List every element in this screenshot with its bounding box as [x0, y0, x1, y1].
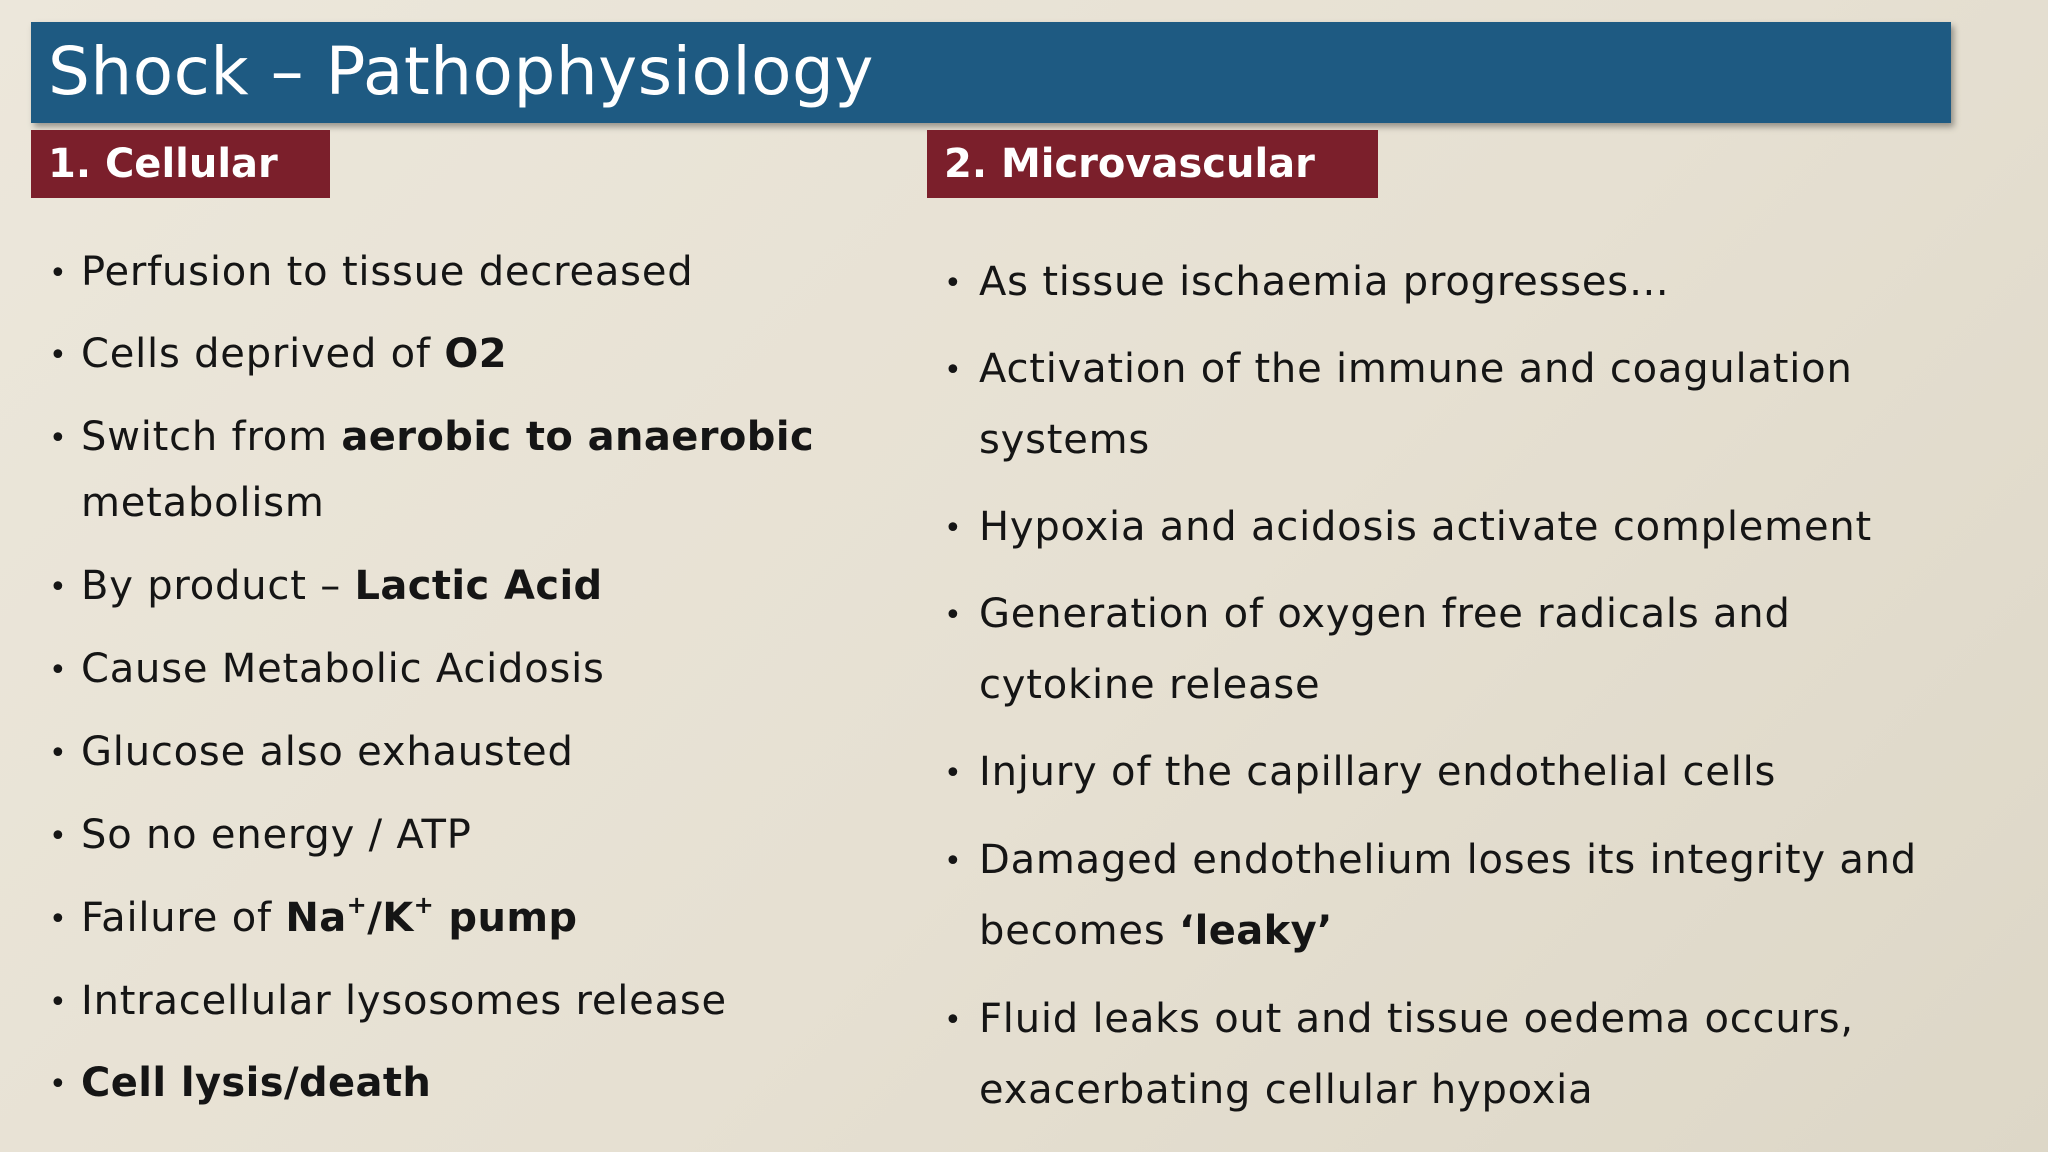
bullet-text [979, 836, 1917, 955]
bullet-icon: • [49, 819, 67, 854]
bold-text: Lactic Acid [354, 563, 603, 609]
bullet-text [979, 258, 1670, 306]
text-run: Injury of the capillary endothelial cells [979, 749, 1777, 795]
bullet-text [81, 728, 574, 776]
superscript-text: + [413, 891, 435, 919]
bold-text: O2 [444, 331, 507, 377]
bullet-text [81, 811, 472, 859]
bullet-icon: • [49, 985, 67, 1020]
bullet-text-continuation: metabolism [81, 480, 325, 526]
text-run: Glucose also exhausted [81, 729, 574, 775]
bullet-icon: • [49, 421, 67, 456]
bold-text: ‘leaky’ [1179, 908, 1333, 954]
bullet-icon: • [944, 353, 962, 388]
bullet-text [81, 645, 605, 693]
bold-text: Cell lysis/death [81, 1060, 432, 1106]
bullet-icon: • [944, 511, 962, 546]
bold-text [347, 891, 368, 919]
text-run: Switch from [81, 414, 342, 460]
bold-text: Na [285, 895, 347, 941]
bullet-icon: • [49, 256, 67, 291]
superscript-text: + [346, 891, 368, 919]
bullet-text [979, 503, 1872, 551]
bullet-text-continuation: cytokine release [979, 662, 1321, 708]
bullet-text [81, 977, 727, 1025]
bullet-text [979, 345, 1853, 464]
bullet-icon: • [49, 1067, 67, 1102]
text-run: Intracellular lysosomes release [81, 978, 727, 1024]
bullet-text [81, 562, 603, 610]
title-bar [31, 22, 1951, 123]
bold-text: pump [434, 895, 578, 941]
bullet-icon: • [944, 1003, 962, 1038]
bullet-text [979, 995, 1854, 1114]
bullet-icon: • [944, 844, 962, 879]
bullet-text-continuation [979, 907, 1917, 955]
bullet-icon: • [944, 598, 962, 633]
bullet-icon: • [49, 902, 67, 937]
bullet-icon: • [944, 266, 962, 301]
text-run: Cause Metabolic Acidosis [81, 646, 605, 692]
text-run: Perfusion to tissue decreased [81, 249, 694, 295]
text-run: Fluid leaks out and tissue oedema occurs, [979, 996, 1854, 1042]
bullet-text-continuation: systems [979, 417, 1151, 463]
bullet-text [81, 1059, 431, 1107]
bold-text: aerobic to anaerobic [341, 414, 815, 460]
bullet-text [979, 748, 1776, 796]
bullet-text-continuation: exacerbating cellular hypoxia [979, 1067, 1594, 1113]
text-run: becomes [979, 908, 1179, 954]
bold-text [414, 891, 435, 919]
bullet-icon: • [944, 756, 962, 791]
text-run: Activation of the immune and coagulation [979, 346, 1853, 392]
section-header-microvascular: 2. Microvascular [927, 130, 1378, 198]
bullet-text [979, 590, 1791, 709]
section-header-cellular: 1. Cellular [31, 130, 330, 198]
slide-title: Shock – Pathophysiology [48, 33, 874, 110]
bullet-icon: • [49, 338, 67, 373]
text-run: As tissue ischaemia progresses… [979, 259, 1670, 305]
text-run: Cells deprived of [81, 331, 445, 377]
bullet-icon: • [49, 570, 67, 605]
text-run: Generation of oxygen free radicals and [979, 591, 1791, 637]
text-run: So no energy / ATP [81, 812, 472, 858]
bullet-text [81, 891, 578, 942]
text-run: By product – [81, 563, 355, 609]
bullet-icon: • [49, 736, 67, 771]
bullet-icon: • [49, 653, 67, 688]
text-run: Hypoxia and acidosis activate complement [979, 504, 1872, 550]
text-run: Damaged endothelium loses its integrity and [979, 837, 1917, 883]
bold-text: /K [367, 895, 414, 941]
bullet-text [81, 330, 507, 378]
text-run: Failure of [81, 895, 286, 941]
bullet-text [81, 248, 693, 296]
bullet-text [81, 413, 814, 527]
